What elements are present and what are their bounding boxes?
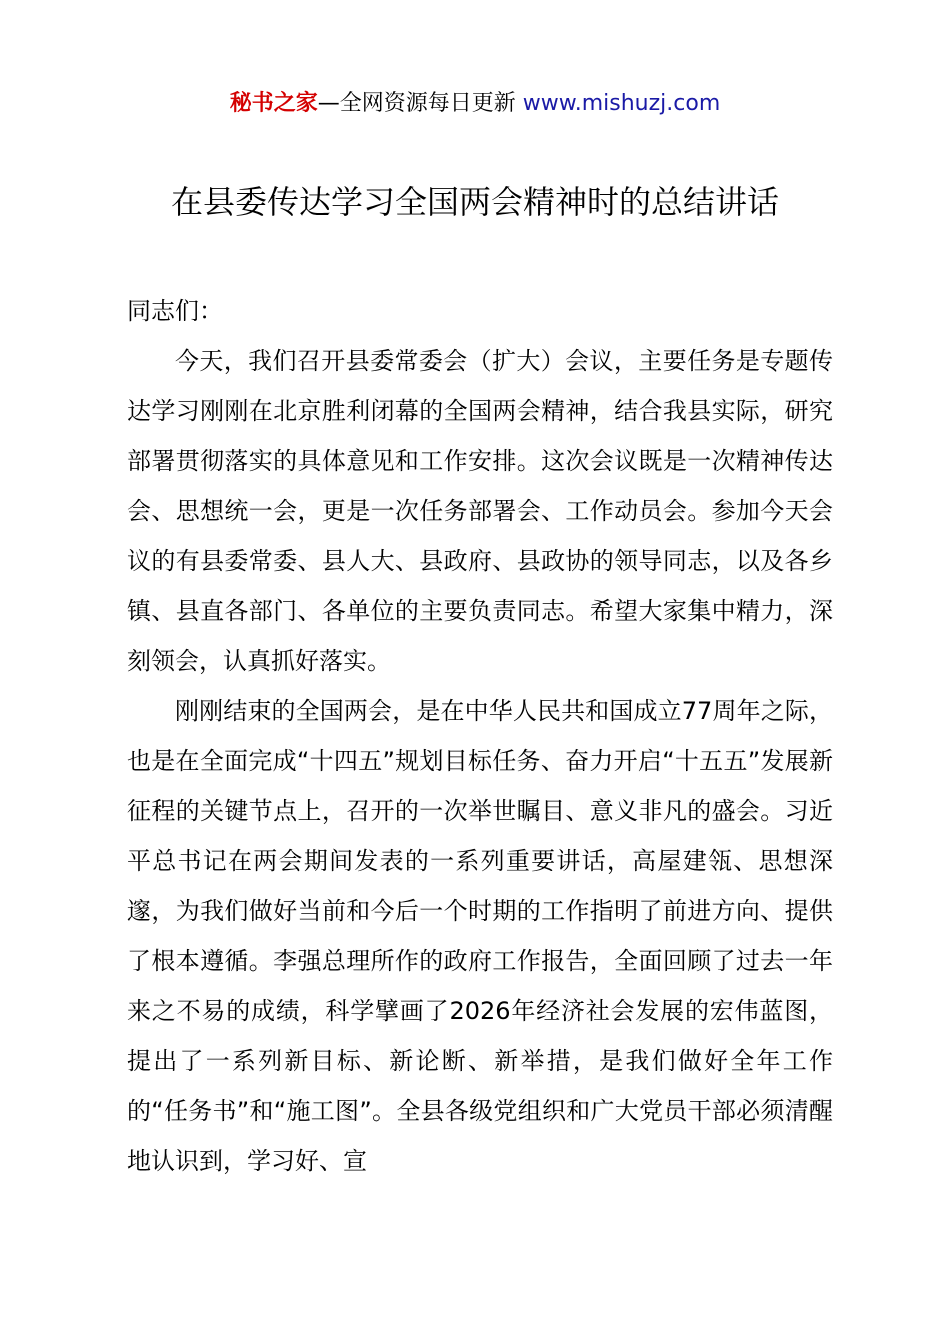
site-header [0, 88, 950, 120]
paragraph-2: 刚刚结束的全国两会，是在中华人民共和国成立77周年之际，也是在全面完成“十四五”规划目标任务、奋力开启“十五五”发展新征程的关键节点上，召开的一次举世瞩目、意义非凡的盛会。习近平总书记在两会期间发表的一系列重要讲话，高屋建瓴、思想深邃，为我们做好当前和今后一个时期的工作指明了前进方向、提供了根本遵循。李强总理所作的政府工作报告，全面回顾了过去一年来之不易的成绩，科学擘画了2026年经济社会发展的宏伟蓝图，提出了一系列新目标、新论断、新举措，是我们做好全年工作的“任务书”和“施工图”。全县各级党组织和广大党员干部必须清醒地认识到，学习好、宣 [127, 697, 833, 1175]
salutation: 同志们： [127, 297, 223, 325]
site-tagline: —全网资源每日更新 [317, 91, 516, 116]
brand-name: 秘书之家 [229, 91, 318, 116]
paragraph-1: 今天，我们召开县委常委会（扩大）会议，主要任务是专题传达学习刚刚在北京胜利闭幕的全国两会精神，结合我县实际，研究部署贯彻落实的具体意见和工作安排。这次会议既是一次精神传达会、思想统一会，更是一次任务部署会、工作动员会。参加今天会议的有县委常委、县人大、县政府、县政协的领导同志，以及各乡镇、县直各部门、各单位的主要负责同志。希望大家集中精力，深刻领会，认真抓好落实。 [127, 347, 833, 675]
document-title: 在县委传达学习全国两会精神时的总结讲话 [170, 183, 779, 221]
site-url-link[interactable]: www.mishuzj.com [522, 91, 721, 116]
document-body [127, 286, 833, 1186]
